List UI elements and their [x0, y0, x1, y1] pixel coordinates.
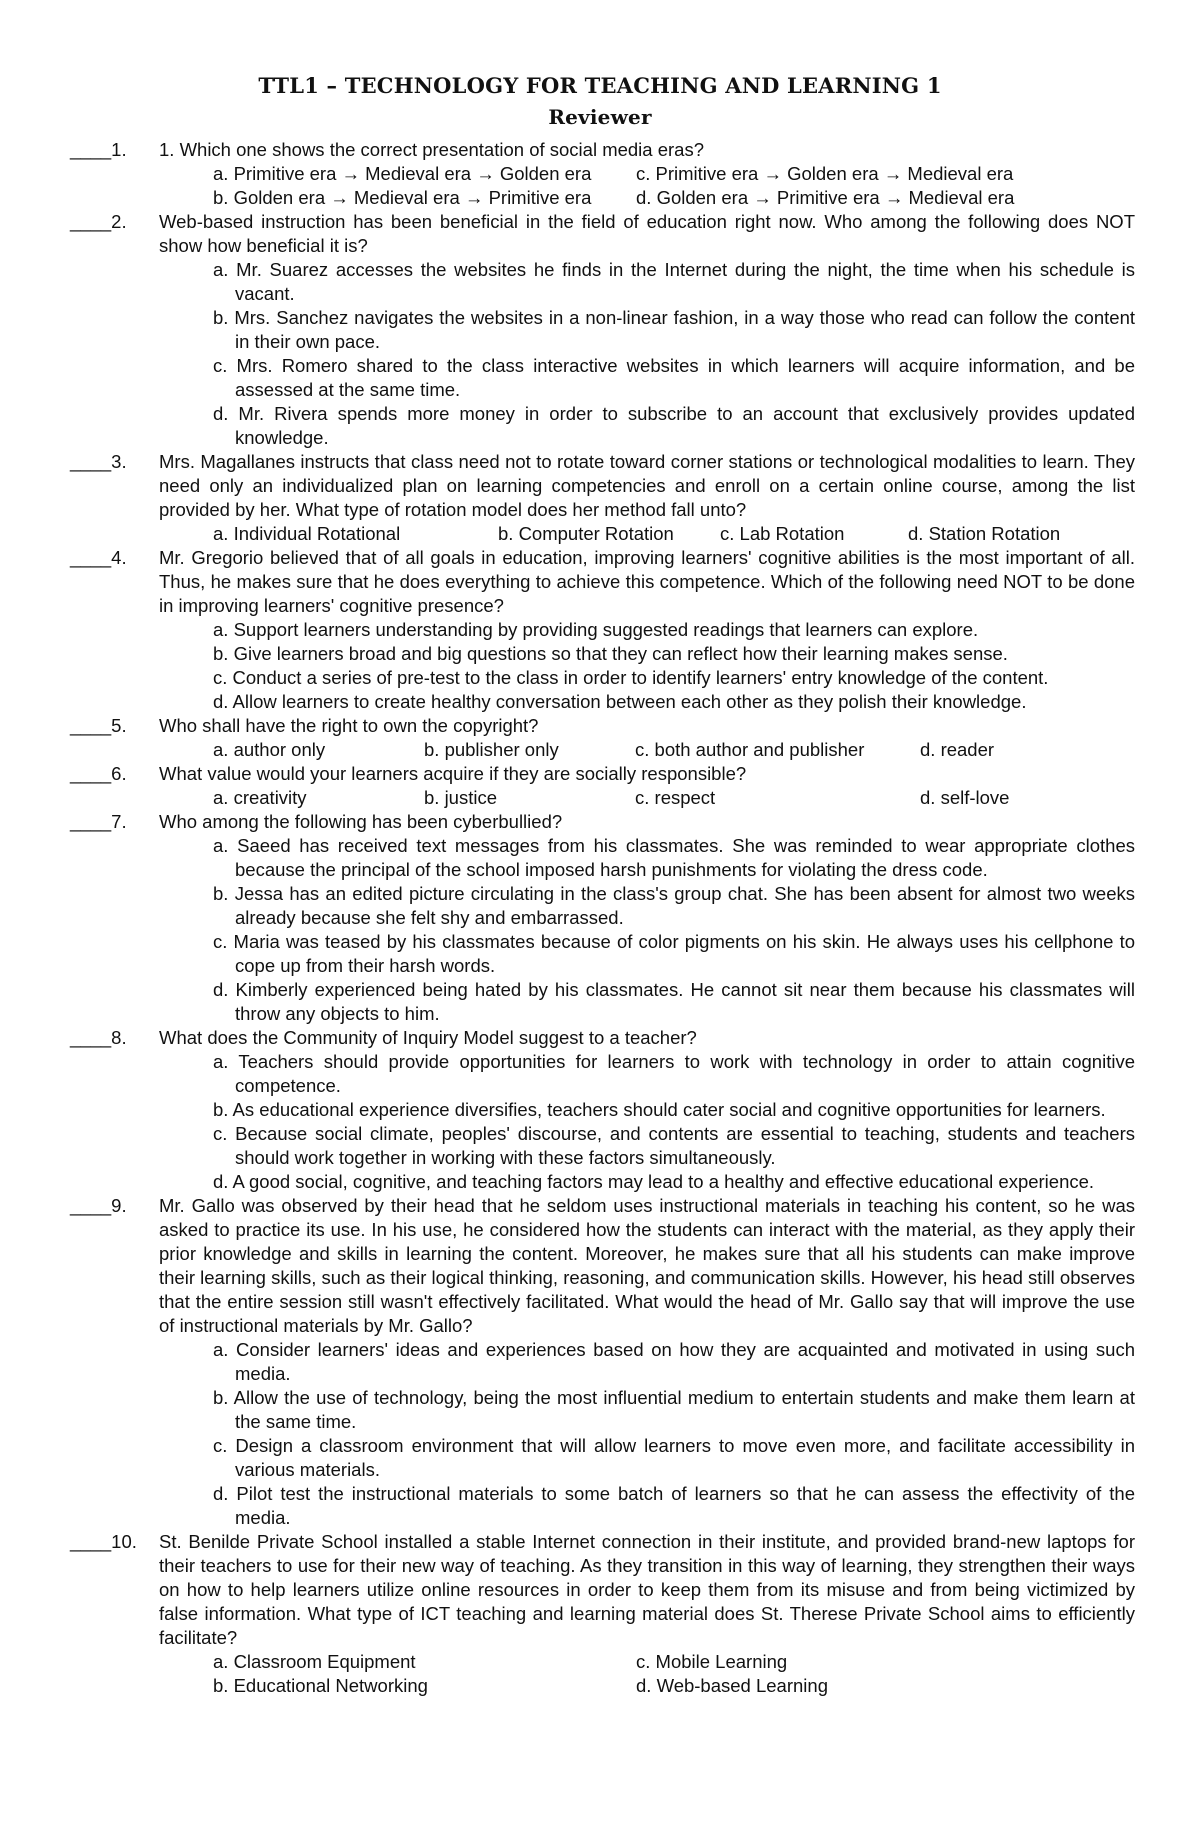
question-2	[70, 210, 1135, 450]
option-d: d. Web-based Learning	[636, 1675, 828, 1696]
question-1	[70, 138, 1135, 210]
question-3	[70, 450, 1135, 546]
option-b: b. Give learners broad and big questions so that they can reflect how their learning makes sense.	[213, 643, 1008, 664]
option-d: d. Kimberly experienced being hated by his classmates. He cannot sit near them because his classmates will throw any objects to him.	[213, 979, 1135, 1024]
options-list	[213, 834, 1135, 1026]
option-d: d. reader	[920, 739, 995, 760]
option-b: b. Computer Rotation	[498, 523, 674, 544]
option-b: b. publisher only	[424, 739, 559, 760]
question-stem: What value would your learners acquire if they are socially responsible?	[159, 763, 747, 784]
option-c: c. Mrs. Romero shared to the class interactive websites in which learners will acquire information, and be assessed at the same time.	[213, 355, 1135, 400]
question-number: ____5.	[70, 715, 127, 736]
question-9	[70, 1194, 1135, 1530]
question-8	[70, 1026, 1135, 1194]
option-a: a. creativity	[213, 787, 307, 808]
question-stem: St. Benilde Private School installed a stable Internet connection in their institute, and provided brand-new laptops for their teachers to use for their new way of teaching. As they transition in this way of learning, they strengthen their ways on how to help learners utilize online resources in order to keep them from its misuse and from being victimized by false information. What type of ICT teaching and learning material does St. Therese Private School aims to efficiently facilitate?	[159, 1531, 1135, 1648]
options-grid	[213, 162, 1135, 210]
options-grid	[213, 786, 1135, 810]
option-d: d. Golden era → Primitive era → Medieval era	[636, 187, 1015, 208]
option-b: b. Golden era → Medieval era → Primitive era	[213, 187, 592, 208]
question-number: ____6.	[70, 763, 127, 784]
option-c: c. Design a classroom environment that will allow learners to move even more, and facilitate accessibility in various materials.	[213, 1435, 1135, 1480]
question-stem: 1. Which one shows the correct presentation of social media eras?	[159, 139, 705, 160]
question-stem: Who shall have the right to own the copyright?	[159, 715, 539, 736]
option-b: b. justice	[424, 787, 498, 808]
option-c: c. respect	[635, 787, 716, 808]
option-d: d. Station Rotation	[908, 523, 1061, 544]
question-number: ____1.	[70, 139, 127, 160]
option-c: c. Conduct a series of pre-test to the class in order to identify learners' entry knowledge of the content.	[213, 667, 1049, 688]
options-grid	[213, 522, 1135, 546]
option-d: d. Mr. Rivera spends more money in order to subscribe to an account that exclusively provides updated knowledge.	[213, 403, 1135, 448]
question-stem: Mrs. Magallanes instructs that class need not to rotate toward corner stations or technological modalities to learn. They need only an individualized plan on learning competencies and enroll on a certain online course, among the list provided by her. What type of rotation model does her method fall unto?	[159, 451, 1135, 520]
option-a: a. Individual Rotational	[213, 523, 401, 544]
option-a: a. Saeed has received text messages from his classmates. She was reminded to wear appropriate clothes because the principal of the school imposed harsh punishments for violating the dress code.	[213, 835, 1135, 880]
question-number: ____2.	[70, 211, 127, 232]
option-a: a. Classroom Equipment	[213, 1651, 416, 1672]
options-grid	[213, 738, 1135, 762]
question-7	[70, 810, 1135, 1026]
option-a: a. Mr. Suarez accesses the websites he finds in the Internet during the night, the time when his schedule is vacant.	[213, 259, 1135, 304]
options-list	[213, 258, 1135, 450]
question-10	[70, 1530, 1135, 1698]
question-4	[70, 546, 1135, 714]
question-number: ____8.	[70, 1027, 127, 1048]
option-b: b. Jessa has an edited picture circulating in the class's group chat. She has been absent for almost two weeks already because she felt shy and embarrassed.	[213, 883, 1135, 928]
question-number: ____4.	[70, 547, 127, 568]
option-a: a. Teachers should provide opportunities for learners to work with technology in order to attain cognitive competence.	[213, 1051, 1135, 1096]
options-grid	[213, 1650, 1135, 1698]
option-a: a. Primitive era → Medieval era → Golden era	[213, 163, 592, 184]
question-5	[70, 714, 1135, 762]
option-d: d. self-love	[920, 787, 1010, 808]
question-number: ____10.	[70, 1531, 137, 1552]
option-c: c. Mobile Learning	[636, 1651, 788, 1672]
option-d: d. Allow learners to create healthy conversation between each other as they polish their knowledge.	[213, 691, 1027, 712]
question-number: ____7.	[70, 811, 127, 832]
question-stem: Web-based instruction has been beneficial in the field of education right now. Who among the following does NOT show how beneficial it is?	[159, 211, 1135, 256]
option-b: b. Mrs. Sanchez navigates the websites in a non-linear fashion, in a way those who read can follow the content in their own pace.	[213, 307, 1135, 352]
question-stem: Mr. Gregorio believed that of all goals in education, improving learners' cognitive abilities is the most important of all. Thus, he makes sure that he does everything to achieve this competence. Which of the following need NOT to be done in improving learners' cognitive presence?	[159, 547, 1135, 616]
options-list	[213, 1338, 1135, 1530]
question-list	[70, 138, 1135, 1698]
option-b: b. Allow the use of technology, being the most influential medium to entertain students and make them learn at the same time.	[213, 1387, 1135, 1432]
question-6	[70, 762, 1135, 810]
question-stem: Who among the following has been cyberbullied?	[159, 811, 563, 832]
option-a: a. Consider learners' ideas and experiences based on how they are acquainted and motivated in using such media.	[213, 1339, 1135, 1384]
question-stem: Mr. Gallo was observed by their head that he seldom uses instructional materials in teaching his content, so he was asked to practice its use. In his use, he considered how the students can interact with the material, as they apply their prior knowledge and skills in learning the content. Moreover, he makes sure that all his students can make improve their learning skills, such as their logical thinking, reasoning, and communication skills. However, his head still observes that the entire session still wasn't effectively facilitated. What would the head of Mr. Gallo say that will improve the use of instructional materials by Mr. Gallo?	[159, 1195, 1135, 1336]
option-b: b. Educational Networking	[213, 1675, 428, 1696]
option-c: c. Because social climate, peoples' discourse, and contents are essential to teaching, students and teachers should work together in working with these factors simultaneously.	[213, 1123, 1135, 1168]
option-a: a. author only	[213, 739, 326, 760]
option-c: c. both author and publisher	[635, 739, 865, 760]
option-b: b. As educational experience diversifies, teachers should cater social and cognitive opportunities for learners.	[213, 1099, 1106, 1120]
question-stem: What does the Community of Inquiry Model suggest to a teacher?	[159, 1027, 697, 1048]
question-number: ____9.	[70, 1195, 127, 1216]
document-subtitle: Reviewer	[548, 105, 652, 129]
option-a: a. Support learners understanding by providing suggested readings that learners can explore.	[213, 619, 979, 640]
options-list	[213, 1050, 1135, 1194]
option-c: c. Primitive era → Golden era → Medieval era	[636, 163, 1014, 184]
option-c: c. Lab Rotation	[720, 523, 845, 544]
option-d: d. Pilot test the instructional materials to some batch of learners so that he can assess the effectivity of the media.	[213, 1483, 1135, 1528]
question-number: ____3.	[70, 451, 127, 472]
option-d: d. A good social, cognitive, and teaching factors may lead to a healthy and effective educational experience.	[213, 1171, 1095, 1192]
option-c: c. Maria was teased by his classmates because of color pigments on his skin. He always uses his cellphone to cope up from their harsh words.	[213, 931, 1135, 976]
options-list	[213, 618, 1135, 714]
document-title: TTL1 – TECHNOLOGY FOR TEACHING AND LEARNING 1	[258, 73, 942, 98]
